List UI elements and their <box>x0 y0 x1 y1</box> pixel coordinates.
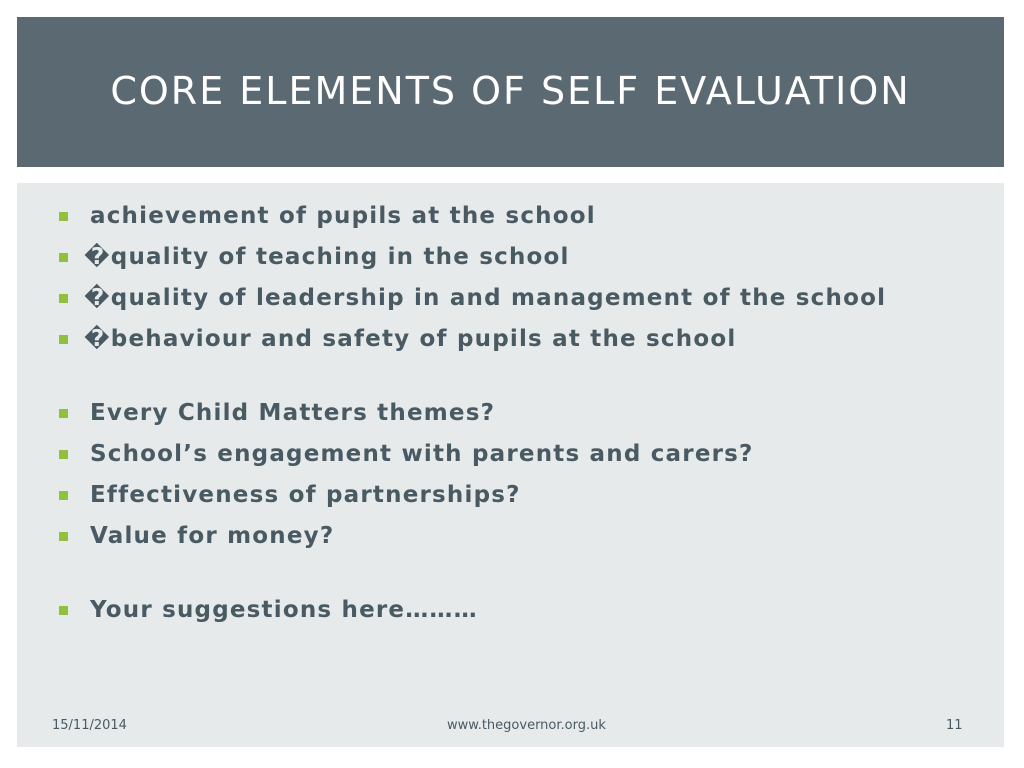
square-bullet-icon <box>59 335 68 344</box>
square-bullet-icon <box>59 491 68 500</box>
square-bullet-icon <box>59 532 68 541</box>
footer-url: www.thegovernor.org.uk <box>447 718 606 733</box>
square-bullet-icon <box>59 294 68 303</box>
slide-title: CORE ELEMENTS OF SELF EVALUATION <box>110 68 911 113</box>
square-bullet-icon <box>59 212 68 221</box>
bullet-item-value-for-money <box>59 521 334 551</box>
bullet-item-teaching <box>59 242 570 272</box>
bullet-item-suggestions <box>59 595 478 625</box>
bullet-item-achievement <box>59 201 596 231</box>
bullet-text: Your suggestions here……… <box>90 597 478 623</box>
footer-date: 15/11/2014 <box>52 718 127 733</box>
bullet-item-parent-engagement <box>59 439 754 469</box>
title-bar <box>17 17 1004 167</box>
bullet-text: School’s engagement with parents and carers? <box>90 441 754 467</box>
bullet-text: �quality of teaching in the school <box>84 244 570 270</box>
bullet-text: achievement of pupils at the school <box>90 203 596 229</box>
content-panel <box>17 183 1004 747</box>
bullet-text: Effectiveness of partnerships? <box>90 482 521 508</box>
bullet-text: �behaviour and safety of pupils at the school <box>84 326 737 352</box>
square-bullet-icon <box>59 450 68 459</box>
bullet-text: Every Child Matters themes? <box>90 400 496 426</box>
square-bullet-icon <box>59 409 68 418</box>
bullet-text: Value for money? <box>90 523 335 549</box>
bullet-item-leadership <box>59 283 886 313</box>
bullet-item-every-child-matters <box>59 398 495 428</box>
bullet-text: �quality of leadership in and management of the school <box>84 285 887 311</box>
footer-page-number: 11 <box>946 718 963 733</box>
square-bullet-icon <box>59 606 68 615</box>
bullet-item-partnerships <box>59 480 521 510</box>
square-bullet-icon <box>59 253 68 262</box>
bullet-item-behaviour <box>59 324 736 354</box>
